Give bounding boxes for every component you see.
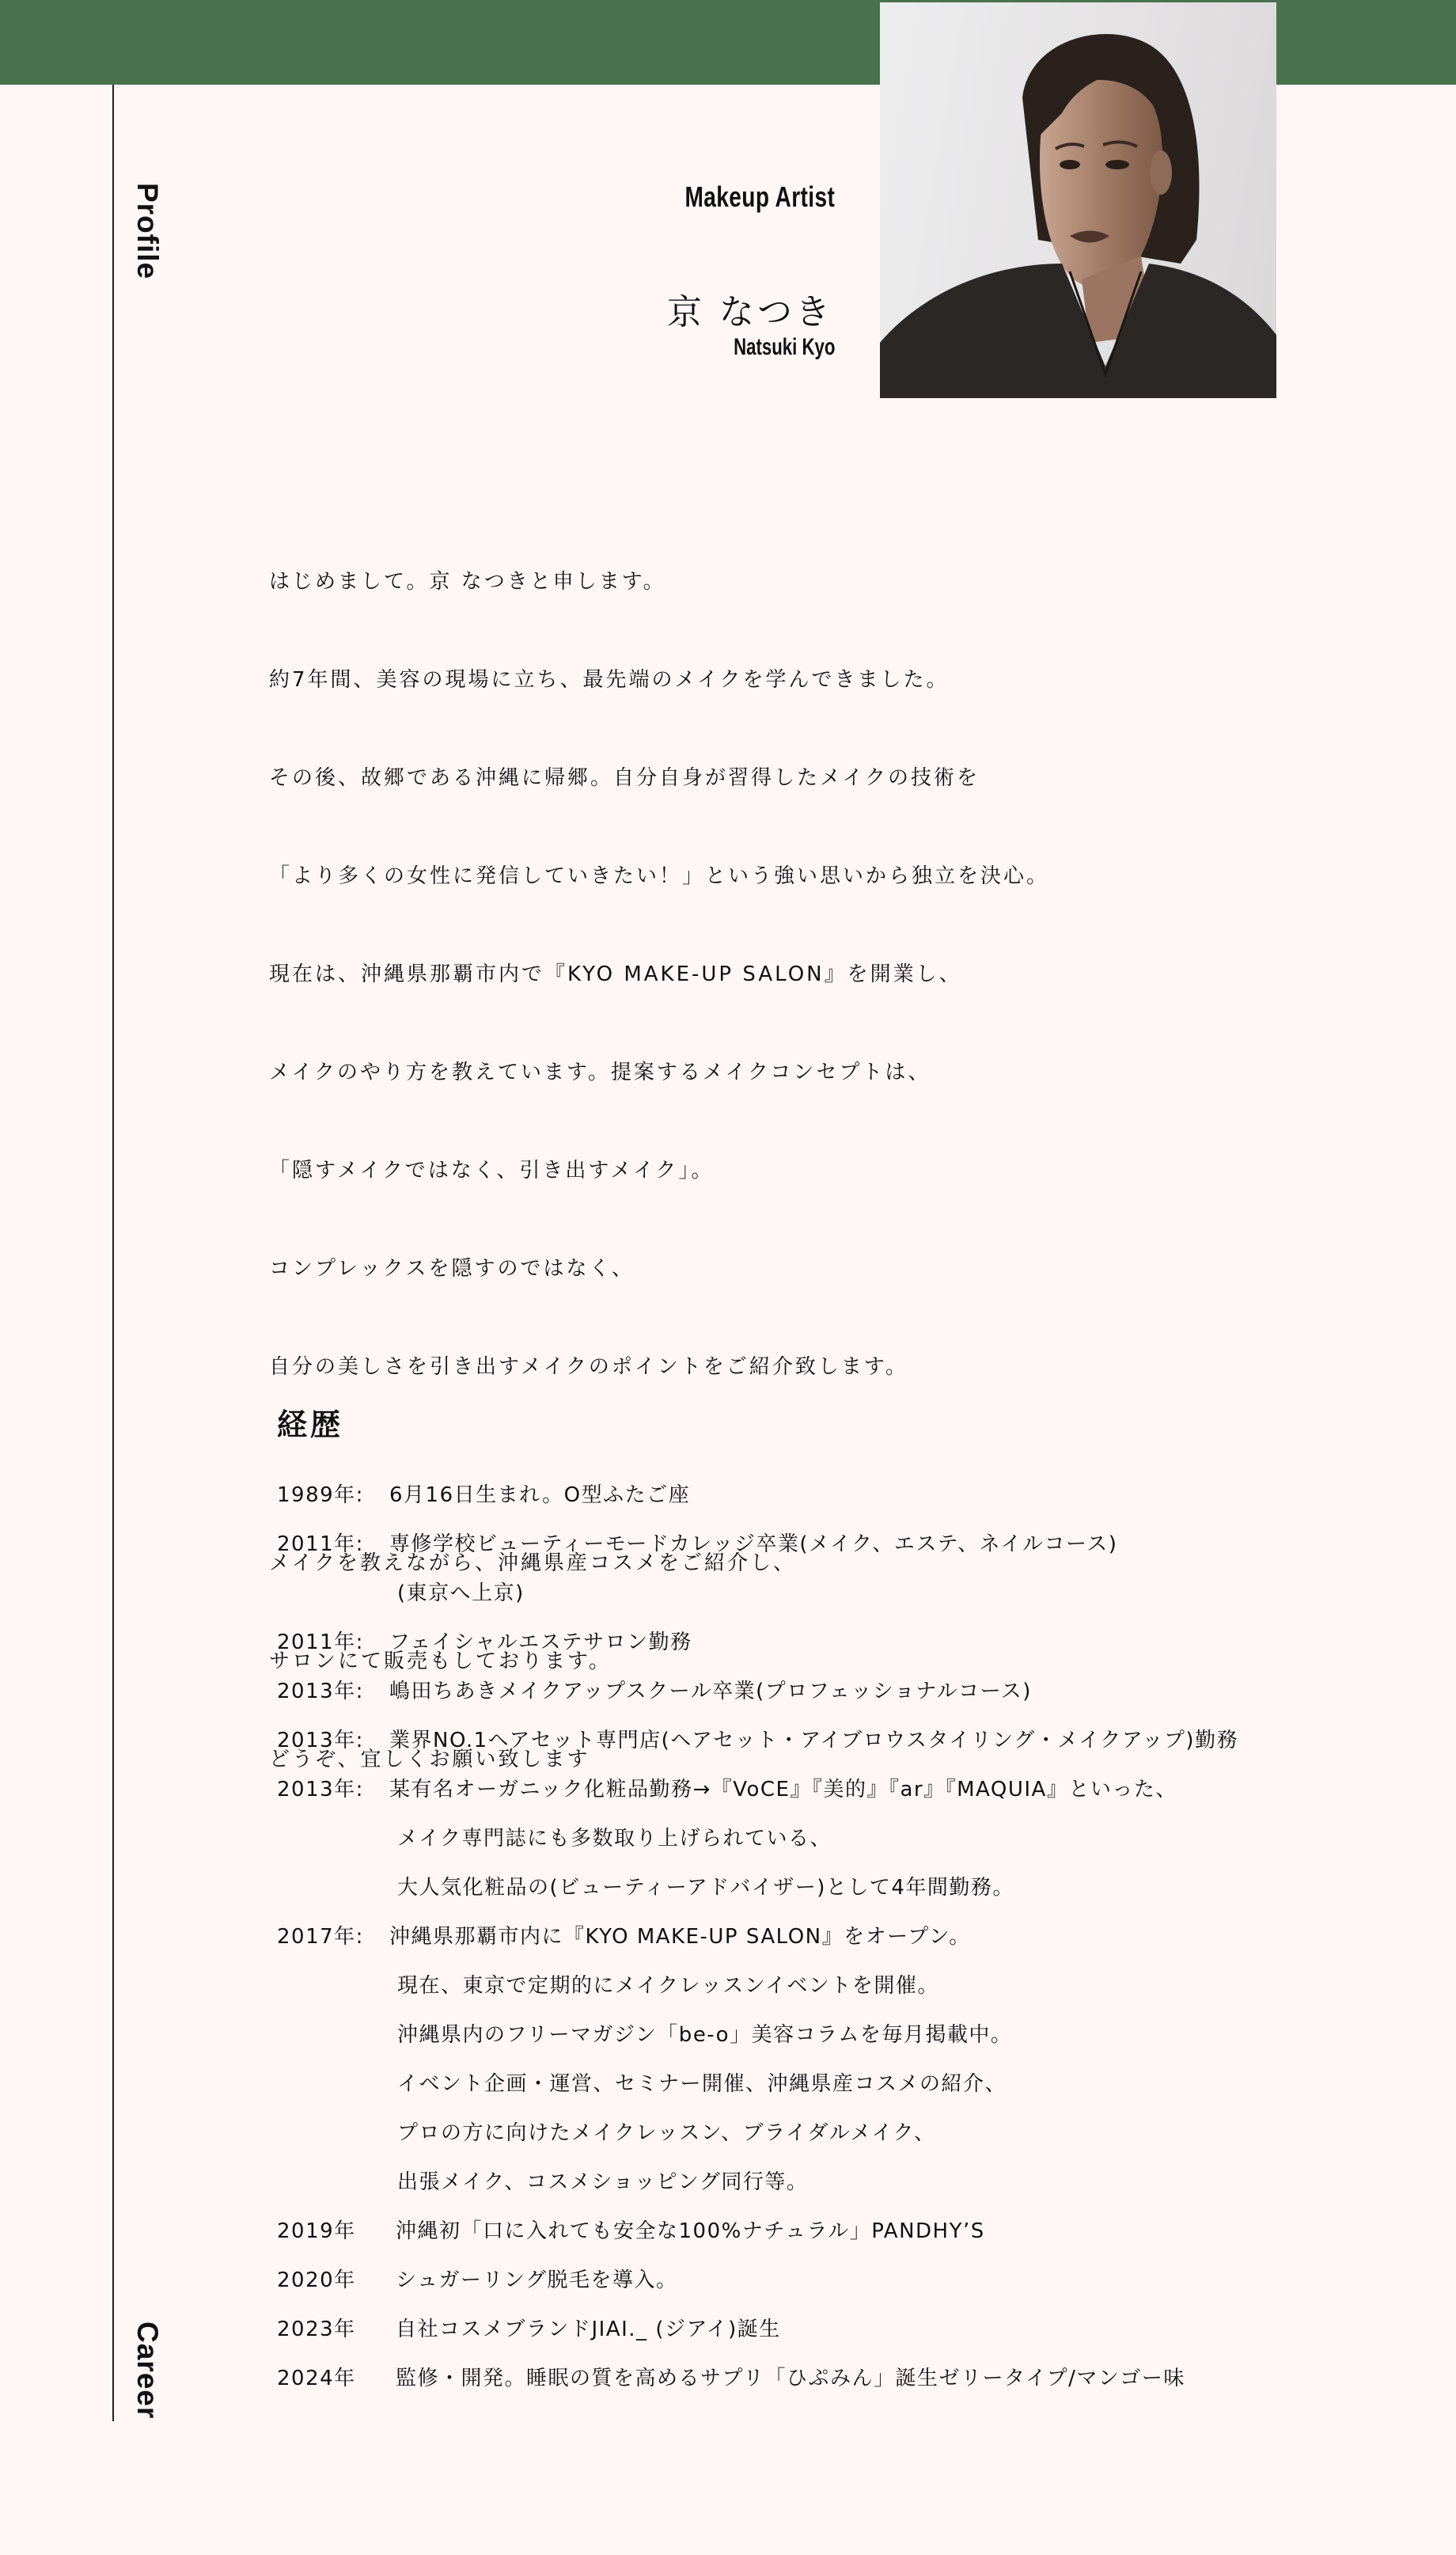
intro-line: サロンにて販売もしております。 <box>269 1650 612 1673</box>
intro-line: コンプレックスを隠すのではなく、 <box>269 1257 635 1281</box>
career-year: 2011年: <box>277 1631 364 1654</box>
career-list <box>277 1471 1238 2403</box>
career-year: 2020年 <box>277 2268 356 2292</box>
career-text: 自社コスメブランドJIAI._ (ジアイ)誕生 <box>396 2318 781 2341</box>
career-row <box>277 1667 1238 1716</box>
career-text: 専修学校ビューティーモードカレッジ卒業(メイク、エステ、ネイルコース) <box>389 1532 1118 1556</box>
career-row-continuation <box>277 1569 1238 1618</box>
career-row <box>277 1716 1238 1765</box>
career-row-continuation <box>277 2158 1238 2207</box>
name-japanese: 京 なつき <box>667 292 833 332</box>
career-year <box>277 2060 397 2109</box>
career-row <box>277 2207 1238 2256</box>
career-text: プロの方に向けたメイクレッスン、ブライダルメイク、 <box>397 2121 936 2145</box>
side-divider-line <box>112 85 114 2421</box>
career-year: 2013年: <box>277 1680 364 1703</box>
career-year: 2011年: <box>277 1532 364 1556</box>
intro-line: メイクを教えながら、沖縄県産コスメをご紹介し、 <box>269 1551 796 1575</box>
career-row-continuation <box>277 2109 1238 2158</box>
career-year: 2019年 <box>277 2219 356 2243</box>
name-english: Natsuki Kyo <box>733 334 835 360</box>
career-text: 沖縄県那覇市内に『KYO MAKE-UP SALON』をオープン。 <box>389 1925 971 1949</box>
career-year <box>277 2158 397 2207</box>
career-row <box>277 2354 1238 2403</box>
career-text: 沖縄初「口に入れても安全な100%ナチュラル」PANDHY’S <box>396 2219 985 2243</box>
career-row <box>277 2256 1238 2305</box>
career-year <box>277 1863 397 1912</box>
profile-photo <box>880 2 1276 398</box>
intro-line: 「より多くの女性に発信していきたい！」という強い思いから独立を決心。 <box>269 864 1050 888</box>
career-row <box>277 1471 1238 1520</box>
career-text: 沖縄県内のフリーマガジン「be-o」美容コラムを毎月掲載中。 <box>397 2023 1013 2047</box>
intro-line: 自分の美しさを引き出すメイクのポイントをご紹介致します。 <box>269 1355 908 1379</box>
career-title: 経歴 <box>277 1407 344 1442</box>
career-year <box>277 1814 397 1863</box>
intro-line: 「隠すメイクではなく、引き出すメイク」。 <box>269 1159 715 1183</box>
career-text: 大人気化粧品の(ビューティーアドバイザー)として4年間勤務。 <box>397 1876 1014 1900</box>
career-year: 2024年 <box>277 2367 356 2390</box>
career-text: 業界NO.1ヘアセット専門店(ヘアセット・アイブロウスタイリング・メイクアップ)勤務 <box>389 1729 1239 1752</box>
career-row <box>277 1765 1238 1814</box>
intro-line: その後、故郷である沖縄に帰郷。自分自身が習得したメイクの技術を <box>269 766 980 790</box>
career-year: 2023年 <box>277 2318 356 2341</box>
career-text: (東京へ上京) <box>397 1581 525 1605</box>
career-year: 2013年: <box>277 1729 364 1752</box>
career-text: 監修・開発。睡眠の質を高めるサプリ「ひぷみん」誕生ゼリータイプ/マンゴー味 <box>396 2367 1185 2390</box>
career-text: 現在、東京で定期的にメイクレッスンイベントを開催。 <box>397 1974 939 1998</box>
intro-line: 約7年間、美容の現場に立ち、最先端のメイクを学んできました。 <box>269 668 950 692</box>
intro-line: 現在は、沖縄県那覇市内で『KYO MAKE-UP SALON』を開業し、 <box>269 962 962 986</box>
career-text: 6月16日生まれ。O型ふたご座 <box>389 1483 691 1507</box>
career-row-continuation <box>277 1814 1238 1863</box>
intro-line: どうぞ、宜しくお願い致します <box>269 1748 590 1771</box>
intro-line: メイクのやり方を教えています。提案するメイクコンセプトは、 <box>269 1061 931 1084</box>
career-text: 出張メイク、コスメショッピング同行等。 <box>397 2170 809 2194</box>
career-text: イベント企画・運営、セミナー開催、沖縄県産コスメの紹介、 <box>397 2072 1007 2096</box>
career-year <box>277 2109 397 2158</box>
career-row-continuation <box>277 2010 1238 2060</box>
career-year: 2013年: <box>277 1778 364 1801</box>
section-label-career: Career <box>131 2322 164 2420</box>
career-row <box>277 1912 1238 1961</box>
career-year <box>277 2010 397 2060</box>
career-year <box>277 1961 397 2010</box>
career-text: 某有名オーガニック化粧品勤務→『VoCE』『美的』『ar』『MAQUIA』といった、 <box>389 1778 1177 1801</box>
career-row-continuation <box>277 1863 1238 1912</box>
role-title: Makeup Artist <box>684 180 835 213</box>
career-year <box>277 1569 397 1618</box>
career-row-continuation <box>277 1961 1238 2010</box>
career-year: 1989年: <box>277 1483 364 1507</box>
career-row-continuation <box>277 2060 1238 2109</box>
career-text: メイク専門誌にも多数取り上げられている、 <box>397 1827 832 1851</box>
section-label-profile: Profile <box>131 183 164 280</box>
career-year: 2017年: <box>277 1925 364 1949</box>
career-text: フェイシャルエステサロン勤務 <box>389 1631 692 1654</box>
career-row <box>277 1520 1238 1569</box>
career-text: 嶋田ちあきメイクアップスクール卒業(プロフェッショナルコース) <box>389 1680 1032 1703</box>
career-row <box>277 2305 1238 2354</box>
intro-line: はじめまして。京 なつきと申します。 <box>269 570 666 594</box>
career-row <box>277 1618 1238 1667</box>
career-section <box>277 1403 1238 2403</box>
portrait-image-icon <box>880 2 1276 398</box>
career-text: シュガーリング脱毛を導入。 <box>396 2268 678 2292</box>
